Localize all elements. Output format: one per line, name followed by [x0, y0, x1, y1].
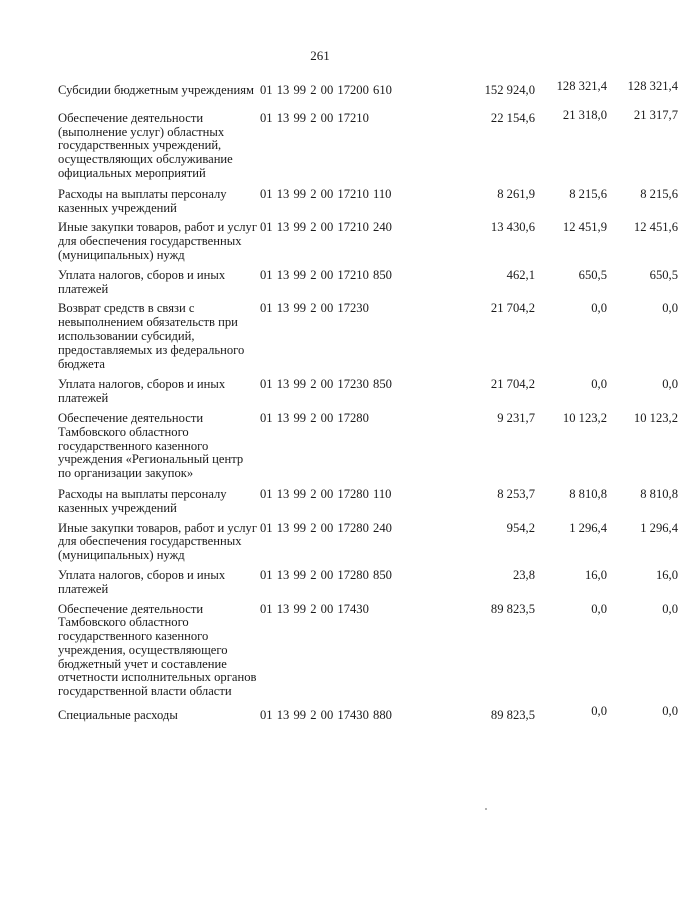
- row-value-3: 8 215,6: [640, 186, 678, 201]
- row-value-3: 0,0: [662, 601, 678, 616]
- row-value-3: 21 317,7: [633, 107, 678, 122]
- row-value-2: 0,0: [591, 704, 607, 719]
- table-row: [58, 220, 678, 262]
- row-name: Уплата налогов, сборов и иных платежей: [58, 267, 226, 296]
- row-code: 01 13 99 2 00 17280 850: [260, 567, 392, 582]
- row-name: Возврат средств в связи с невыполнением обязательств при использовании субсидий, предоставляемых из федерального бюджета: [58, 301, 245, 371]
- table-row: [58, 520, 678, 563]
- row-value-3: 10 123,2: [633, 410, 678, 425]
- row-value-2: 650,5: [578, 267, 607, 282]
- row-code: 01 13 99 2 00 17200 610: [260, 83, 392, 97]
- row-value-1: 89 823,5: [490, 708, 535, 723]
- table-row: [58, 601, 678, 700]
- row-value-1: 152 924,0: [484, 83, 535, 97]
- row-name: Обеспечение деятельности Тамбовского областного государственного казенного учреждения, осуществляющего бюджетный учет и составление отчетности исполнительных органов государственной власти области: [58, 601, 257, 699]
- row-value-1: 21 704,2: [490, 301, 535, 316]
- table-row: [58, 267, 678, 297]
- table-row: [58, 486, 678, 516]
- row-value-1: 13 430,6: [490, 220, 535, 235]
- row-value-3: 1 296,4: [640, 520, 678, 535]
- row-value-1: 89 823,5: [490, 601, 535, 616]
- row-code: 01 13 99 2 00 17210: [260, 110, 369, 125]
- table-row: [58, 567, 678, 597]
- row-code: 01 13 99 2 00 17230: [260, 301, 369, 316]
- row-value-2: 8 810,8: [569, 486, 607, 501]
- row-value-2: 21 318,0: [562, 107, 607, 122]
- row-value-3: 128 321,4: [627, 79, 678, 93]
- page-number: 261: [310, 48, 330, 63]
- row-name: Иные закупки товаров, работ и услуг для обеспечения государственных (муниципальных) нужд: [58, 520, 258, 563]
- row-name: Расходы на выплаты персоналу казенных учреждений: [58, 186, 227, 215]
- row-name: Обеспечение деятельности (выполнение услуг) областных государственных учреждений, осуществляющих обслуживание официальных мероприятий: [58, 110, 233, 180]
- budget-table: [58, 79, 678, 723]
- row-value-2: 0,0: [591, 601, 607, 616]
- row-value-1: 8 261,9: [497, 186, 535, 201]
- row-name: Специальные расходы: [58, 708, 178, 723]
- row-value-3: 0,0: [662, 704, 678, 719]
- row-value-2: 10 123,2: [562, 410, 607, 425]
- table-row: [58, 79, 678, 98]
- row-value-1: 462,1: [506, 267, 535, 282]
- row-value-1: 22 154,6: [490, 110, 535, 125]
- row-value-2: 8 215,6: [569, 186, 607, 201]
- table-row: [58, 704, 678, 723]
- row-name: Обеспечение деятельности Тамбовского областного государственного казенного учреждения «Региональный центр по организации закупок»: [58, 410, 244, 481]
- table-row: [58, 301, 678, 371]
- row-code: 01 13 99 2 00 17280 240: [260, 520, 392, 535]
- row-value-2: 16,0: [584, 567, 607, 582]
- row-value-3: 0,0: [662, 377, 678, 392]
- row-code: 01 13 99 2 00 17430: [260, 601, 369, 616]
- row-value-3: 650,5: [649, 267, 678, 282]
- row-code: 01 13 99 2 00 17230 850: [260, 377, 392, 392]
- row-name: Уплата налогов, сборов и иных платежей: [58, 377, 226, 406]
- scan-speck: [485, 808, 487, 810]
- row-name: Субсидии бюджетным учреждениям: [58, 83, 254, 97]
- row-value-1: 954,2: [506, 520, 535, 535]
- row-code: 01 13 99 2 00 17210 850: [260, 267, 392, 282]
- row-value-1: 8 253,7: [497, 486, 535, 501]
- row-value-2: 0,0: [591, 377, 607, 392]
- row-value-2: 128 321,4: [556, 79, 607, 93]
- row-code: 01 13 99 2 00 17210 110: [260, 186, 392, 201]
- row-value-1: 23,8: [512, 567, 535, 582]
- row-value-3: 16,0: [655, 567, 678, 582]
- row-value-3: 0,0: [662, 301, 678, 316]
- row-value-3: 8 810,8: [640, 486, 678, 501]
- row-code: 01 13 99 2 00 17280: [260, 410, 369, 425]
- row-name: Иные закупки товаров, работ и услуг для обеспечения государственных (муниципальных) нужд: [58, 220, 258, 262]
- table-row: [58, 186, 678, 216]
- row-value-2: 0,0: [591, 301, 607, 316]
- row-name: Расходы на выплаты персоналу казенных учреждений: [58, 486, 227, 515]
- row-code: 01 13 99 2 00 17210 240: [260, 220, 392, 235]
- row-value-2: 12 451,9: [562, 220, 607, 235]
- table-row: [58, 107, 678, 181]
- row-value-3: 12 451,6: [633, 220, 678, 235]
- row-value-1: 21 704,2: [490, 377, 535, 392]
- row-value-1: 9 231,7: [497, 410, 535, 425]
- table-row: [58, 377, 678, 406]
- row-code: 01 13 99 2 00 17430 880: [260, 708, 392, 723]
- row-name: Уплата налогов, сборов и иных платежей: [58, 567, 226, 596]
- row-value-2: 1 296,4: [569, 520, 607, 535]
- row-code: 01 13 99 2 00 17280 110: [260, 486, 392, 501]
- table-row: [58, 410, 678, 481]
